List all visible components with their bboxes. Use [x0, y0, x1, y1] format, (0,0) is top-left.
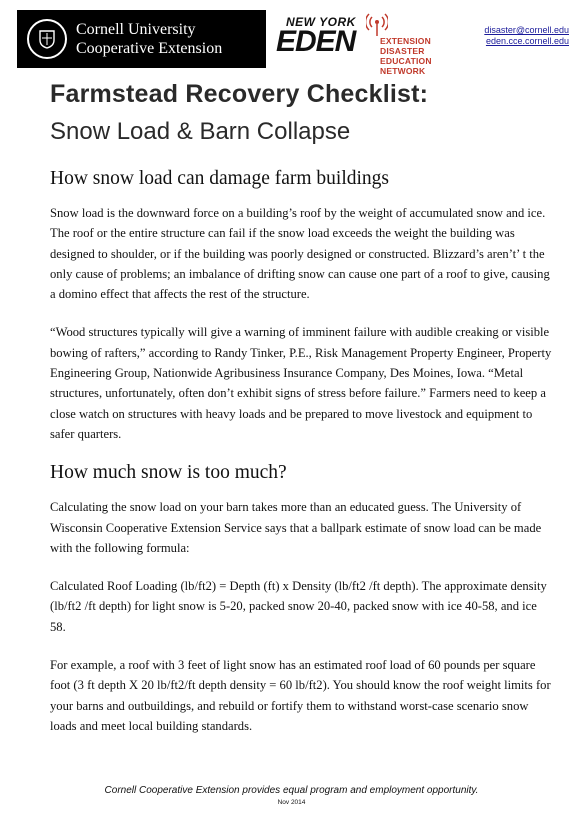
paragraph: Calculating the snow load on your barn takes more than an educated guess. The University of Wisconsin Cooperative Extension Service says that a ballpark estimate of snow load can be made with the following formula:: [50, 500, 542, 555]
cornell-name: Cornell University: [76, 21, 196, 38]
eden-new-york-label: NEW YORK: [286, 15, 356, 29]
eden-subtitle: EXTENSION DISASTER EDUCATION NETWORK: [380, 36, 432, 76]
paragraph: Calculated Roof Loading (lb/ft2) = Depth (ft) x Density (lb/ft2 /ft depth). The approximate density (lb/ft2 /ft depth) for light snow is 5-20, packed snow 20-40, packed snow with ice 40-58, and ice 58.: [50, 579, 547, 634]
cornell-logo-banner: [17, 10, 266, 68]
paragraph: For example, a roof with 3 feet of light snow has an estimated roof load of 60 pounds per square foot (3 ft depth X 20 lb/ft2/ft depth density = 60 lb/ft2). You should know the roof weight limits for your barns and outbuildings, and rebuild or fortify them to withstand worst-case scenario snow loads and meet local building standards.: [50, 658, 551, 733]
page-title: Farmstead Recovery Checklist:: [50, 80, 429, 108]
page-subtitle: Snow Load & Barn Collapse: [50, 118, 351, 145]
footer-date: Nov 2014: [277, 799, 306, 806]
email-link[interactable]: disaster@cornell.edu: [484, 25, 569, 35]
ny-eden-logo: [274, 10, 474, 76]
paragraph: Snow load is the downward force on a building’s roof by the weight of accumulated snow and ice. The roof or the entire structure can fail if the snow load exceeds the weight the building was designed to shoulder, or if the building was poorly designed or constructed. Blizzard’s aren’t’ t the only cause of problems; an imbalance of drifting snow can cause one part of a roof to give, causing a domino effect that affects the rest of the structure.: [50, 206, 550, 302]
paragraph: “Wood structures typically will give a warning of imminent failure with audible creaking or visible bowing of rafters,” according to Randy Tinker, P.E., Risk Management Property Engineer, Property Engineering Group, Nationwide Agribusiness Insurance Company, Des Moines, Iowa. “Metal structures, unfortunately, often don’t exhibit signs of stress before failure.” Farmers need to keep a close watch on structures with heavy loads and be prepared to move livestock and equipment to safer quarters.: [50, 325, 552, 441]
eden-wordmark: EDEN: [276, 25, 356, 58]
website-link[interactable]: eden.cce.cornell.edu: [485, 36, 569, 46]
cornell-seal-icon: [27, 19, 67, 59]
broadcast-tower-icon: [366, 12, 388, 36]
contact-links: [484, 25, 569, 47]
section-heading-damage: How snow load can damage farm buildings: [50, 168, 390, 189]
footer: [0, 785, 583, 807]
section-heading-how-much: How much snow is too much?: [50, 462, 287, 484]
footer-equal-opportunity: Cornell Cooperative Extension provides equal program and employment opportunity.: [104, 785, 479, 796]
cornell-subname: Cooperative Extension: [76, 40, 223, 57]
document-body: [50, 168, 555, 754]
